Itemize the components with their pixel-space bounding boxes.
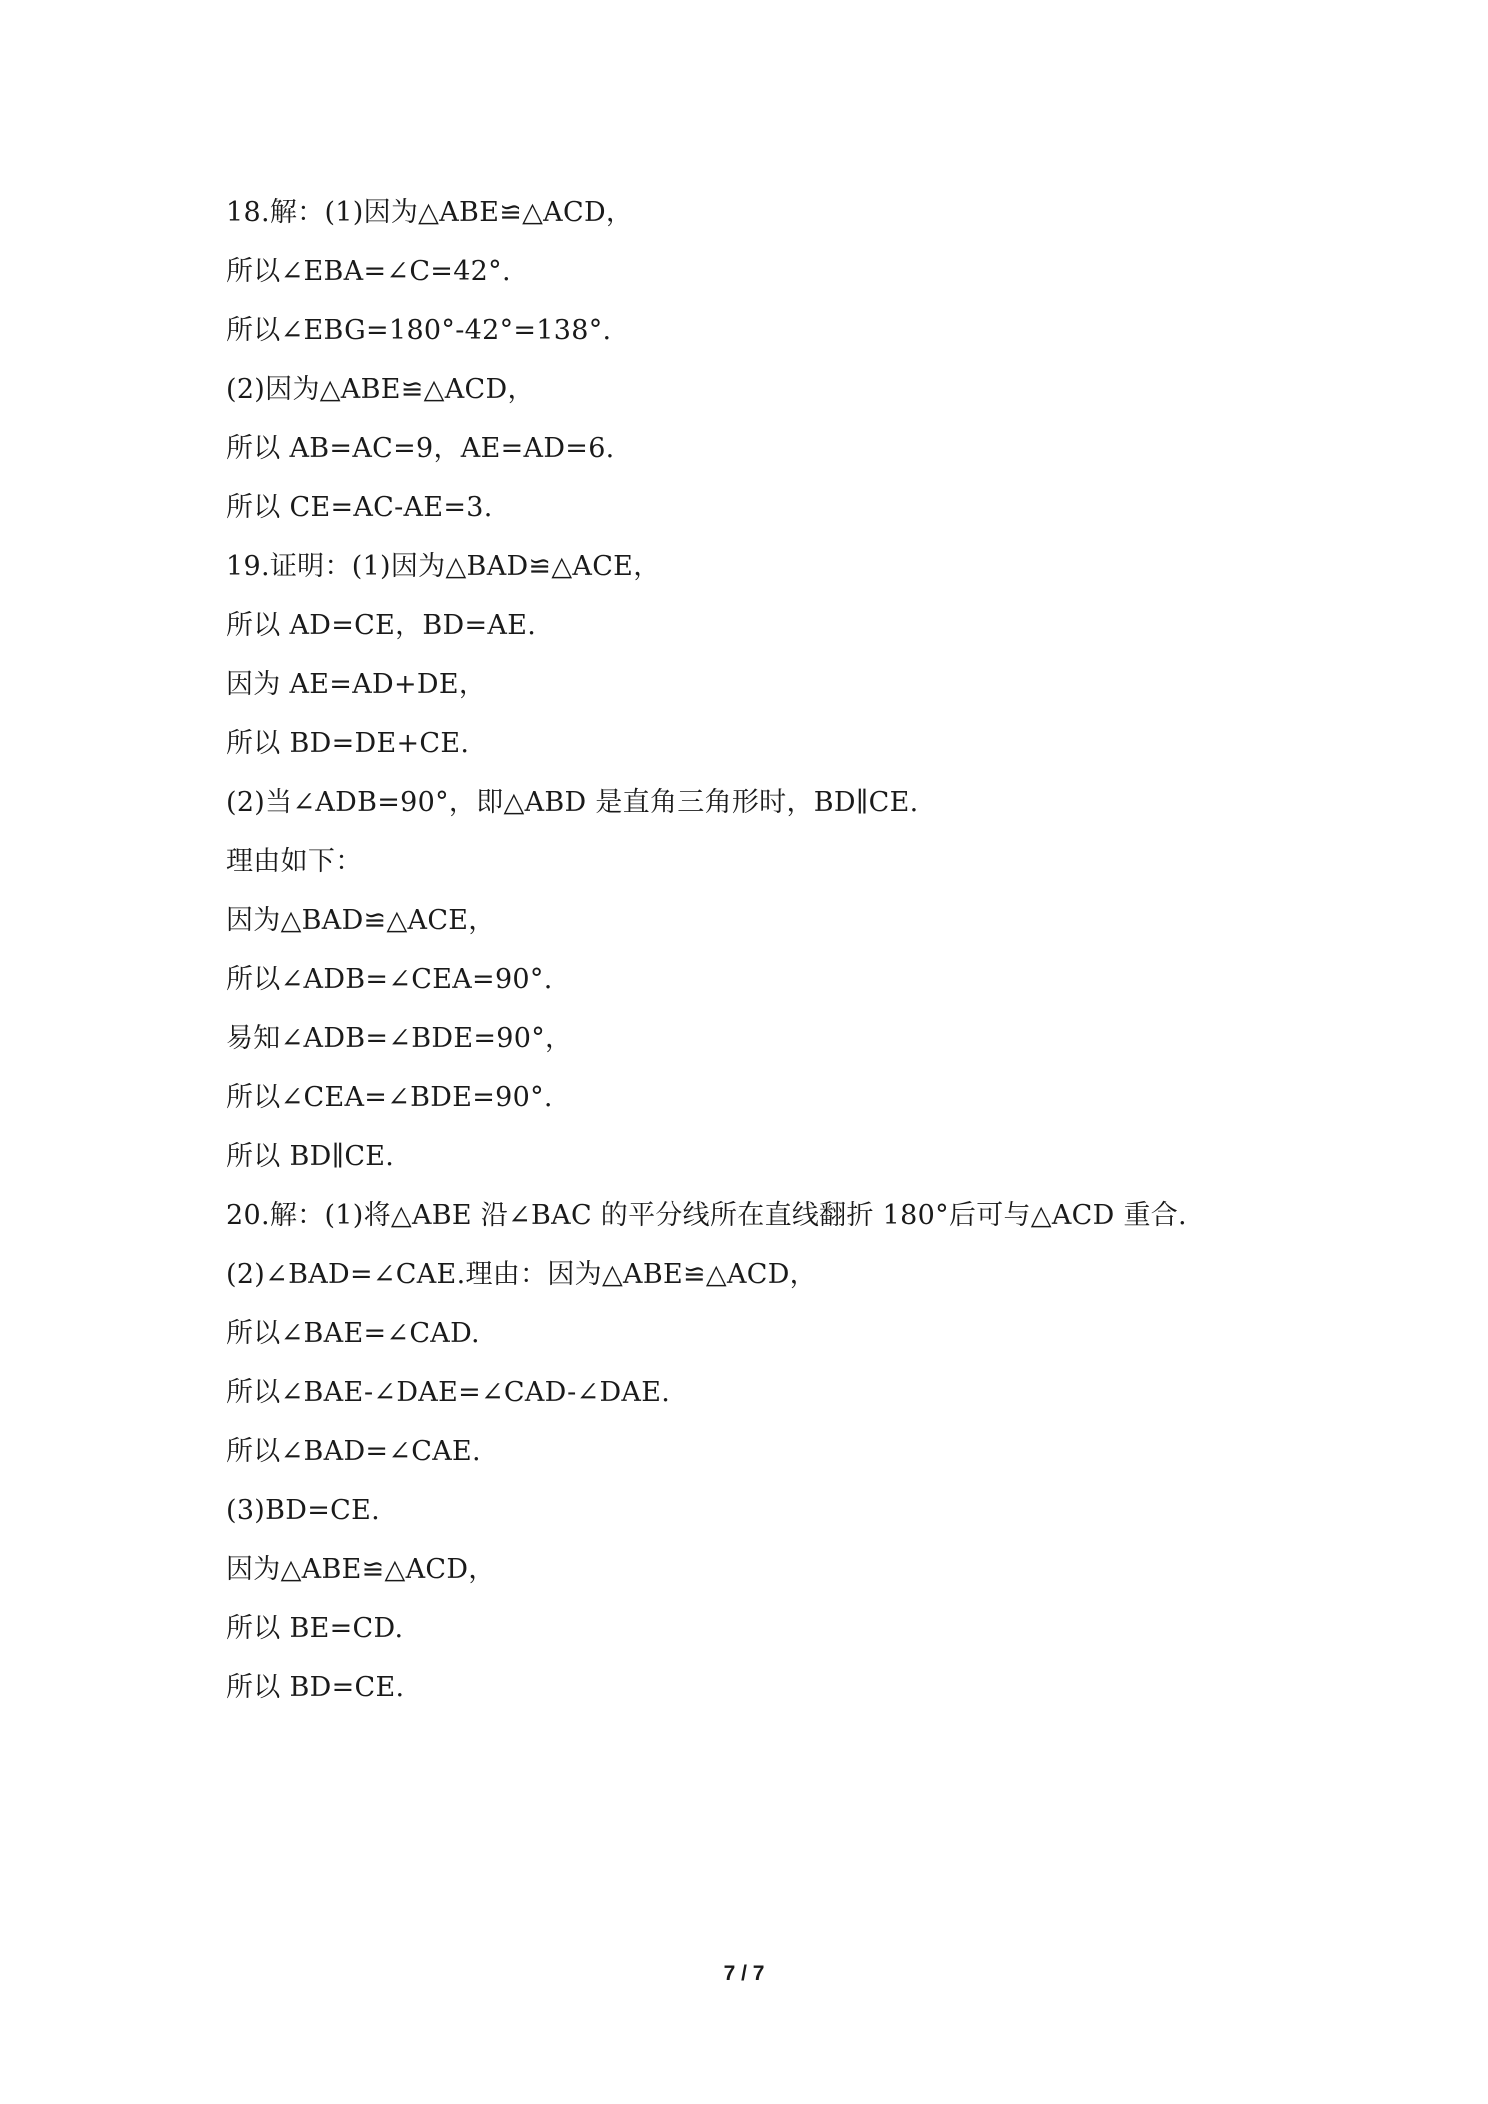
text-line: 所以∠EBG=180°-42°=138°. xyxy=(226,315,612,346)
text-line: 所以 AB=AC=9，AE=AD=6. xyxy=(226,433,615,464)
text-line: 因为 AE=AD+DE， xyxy=(226,669,487,700)
text-line: 理由如下： xyxy=(226,846,363,877)
text-line: 所以 BD=DE+CE. xyxy=(226,728,470,759)
text-line: 19.证明：(1)因为△BAD≌△ACE， xyxy=(226,551,661,582)
page-number: 7 / 7 xyxy=(723,1962,765,1985)
text-line: (3)BD=CE. xyxy=(226,1495,381,1526)
text-line: 所以 CE=AC-AE=3. xyxy=(226,492,493,523)
text-line: (2)∠BAD=∠CAE.理由：因为△ABE≌△ACD， xyxy=(226,1259,817,1290)
text-line: (2)当∠ADB=90°，即△ABD 是直角三角形时，BD∥CE. xyxy=(226,787,919,818)
text-line: 所以 BD∥CE. xyxy=(226,1141,395,1172)
text-line: 因为△ABE≌△ACD， xyxy=(226,1554,496,1585)
solution-text xyxy=(226,190,1286,1724)
text-line: 所以∠CEA=∠BDE=90°. xyxy=(226,1082,553,1113)
text-line: 所以∠BAD=∠CAE. xyxy=(226,1436,481,1467)
text-line: 所以∠EBA=∠C=42°. xyxy=(226,256,511,287)
text-line: (2)因为△ABE≌△ACD， xyxy=(226,374,535,405)
text-line: 20.解：(1)将△ABE 沿∠BAC 的平分线所在直线翻折 180°后可与△ACD 重合. xyxy=(226,1200,1187,1231)
text-line: 易知∠ADB=∠BDE=90°， xyxy=(226,1023,573,1054)
text-line: 所以∠BAE=∠CAD. xyxy=(226,1318,480,1349)
text-line: 所以 BE=CD. xyxy=(226,1613,404,1644)
text-line: 18.解：(1)因为△ABE≌△ACD， xyxy=(226,197,634,228)
text-line: 所以 AD=CE，BD=AE. xyxy=(226,610,537,641)
text-line: 因为△BAD≌△ACE， xyxy=(226,905,496,936)
text-line: 所以 BD=CE. xyxy=(226,1672,405,1703)
text-line: 所以∠ADB=∠CEA=90°. xyxy=(226,964,553,995)
text-line: 所以∠BAE-∠DAE=∠CAD-∠DAE. xyxy=(226,1377,671,1408)
